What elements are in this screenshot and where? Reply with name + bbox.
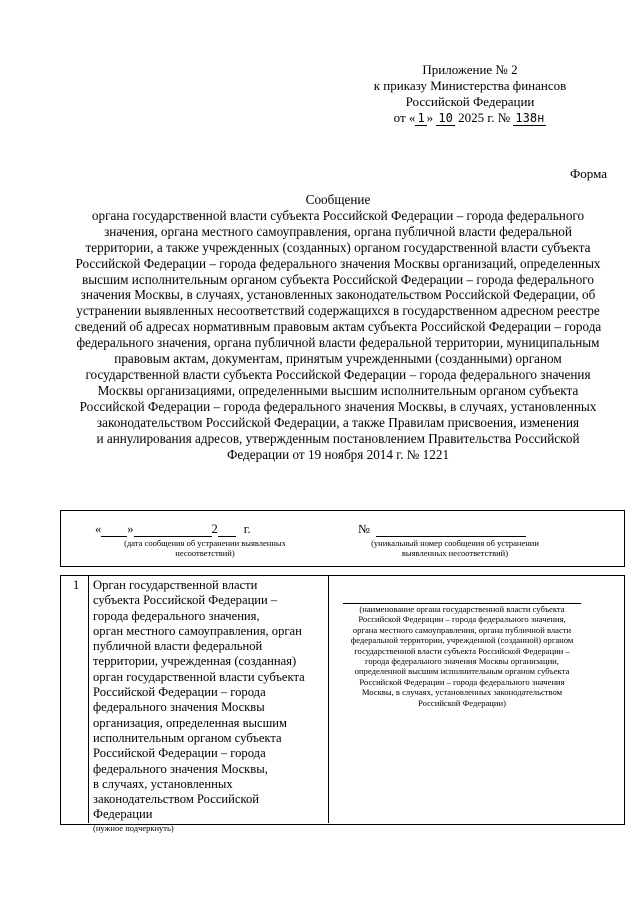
appendix-line-1: Приложение № 2 (422, 62, 518, 77)
date-caption-line-1: (дата сообщения об устранении выявленных (124, 538, 286, 548)
row-number: 1 (73, 578, 80, 592)
number-blank[interactable] (376, 523, 526, 537)
title-line: правовым актам, документам, принятым учрежденными (созданными) органом (114, 351, 562, 367)
number-sign: № (358, 522, 370, 536)
year-digit: 2 (211, 522, 218, 536)
title-line: и аннулирования адресов, утвержденным постановлением Правительства Российской (96, 430, 580, 446)
org-line: исполнительным органом субъекта (93, 730, 282, 745)
caption-line: (наименование органа государственной власти субъекта (359, 604, 565, 614)
org-line: Российской Федерации – города (93, 746, 266, 761)
month-blank[interactable] (134, 523, 212, 537)
handwritten-number: 138н (515, 111, 545, 125)
title-line: государственной власти субъекта Российской Федерации – города федерального значения (85, 366, 591, 382)
org-line: в случаях, установленных (93, 776, 233, 791)
title-line: Российской Федерации – города федерального значения Москвы, в случаях, установленных (79, 398, 597, 414)
message-date-field[interactable] (95, 522, 315, 558)
caption-line: Российской Федерации) (418, 697, 506, 708)
number-caption-line-2: выявленных несоответствий) (401, 548, 509, 558)
year-suffix: г. (243, 522, 251, 536)
org-line: территории, учрежденная (созданная) (93, 654, 297, 669)
title-line: значения Москвы, в случаях, установленных законодательством Российской Федерации, об (80, 287, 596, 303)
caption-line: города федерального значения Москвы организации, (365, 656, 559, 667)
number-caption-line-1: (уникальный номер сообщения об устранении (371, 538, 539, 548)
title-line: федерального значения, органа публичной власти федеральной территории, муниципальным (76, 335, 600, 351)
year-blank[interactable] (218, 523, 236, 537)
title-line: органа государственной власти субъекта Российской Федерации – города федерального (91, 207, 585, 223)
day-blank[interactable] (101, 523, 127, 537)
caption-line: Российской Федерации – города федерального значения (359, 676, 565, 687)
org-line: федерального значения Москвы, (93, 761, 268, 776)
form-label: Форма (570, 166, 607, 181)
caption-line: государственной власти субъекта Российской Федерации – (354, 645, 570, 656)
caption-line: определенной высшим исполнительным органом субъекта (354, 666, 570, 677)
title-line: значения, органа местного самоуправления, органа публичной власти федеральной (104, 223, 572, 239)
org-line: публичной власти федеральной (93, 639, 263, 654)
appendix-line-3: Российской Федерации (405, 94, 535, 109)
caption-line: федеральной территории, учрежденной (созданной) органом (350, 635, 574, 646)
title-heading: Сообщение (305, 192, 371, 207)
handwritten-month: 10 (438, 111, 453, 125)
org-line: законодательством Российской (93, 792, 259, 807)
org-line: Российской Федерации – города (93, 685, 266, 700)
appendix-block (350, 62, 590, 126)
appendix-line-2: к приказу Министерства финансов (373, 78, 567, 93)
caption-line: Российской Федерации – города федерального значения, (358, 614, 566, 625)
date-line (95, 522, 315, 537)
org-line: организация, определенная высшим (93, 715, 288, 730)
caption-line: органа местного самоуправления, органа публичной власти (352, 624, 572, 635)
org-line: города федерального значения, (93, 608, 260, 623)
title-line: Федерации от 19 ноября 2014 г. № 1221 (226, 446, 450, 462)
title-line: устранении выявленных несоответствий содержащихся в государственном адресном реестре (76, 303, 600, 319)
date-open-quote: « (95, 522, 102, 536)
date-prefix: от « (393, 110, 416, 125)
date-mid: » (426, 110, 434, 125)
row-org-label (93, 578, 331, 833)
org-line: орган местного самоуправления, орган (93, 623, 302, 638)
number-line (340, 522, 570, 537)
title-line: законодательством Российской Федерации, а также Правилам присвоения, изменения (96, 414, 580, 430)
date-year: 2025 г. № (458, 110, 511, 125)
title-line: Российской Федерации – города федерального значения Москвы организаций, определенных (75, 255, 601, 271)
org-name-caption (336, 604, 588, 708)
handwritten-day: 1 (417, 111, 425, 125)
title-line: территории, а также учрежденных (созданных) органом государственной власти субъекта (85, 239, 591, 255)
org-line: орган государственной власти субъекта (93, 669, 305, 684)
title-line: сведений об адресах нормативным правовым актам субъекта Российской Федерации – города (74, 319, 602, 335)
message-number-field[interactable] (340, 522, 570, 558)
title-line: высшим исполнительным органом субъекта Российской Федерации – города федерального (82, 271, 594, 287)
date-caption-line-2: несоответствий) (175, 548, 235, 558)
table-col-number (60, 575, 89, 823)
org-line: Федерации (93, 807, 153, 822)
org-line: федерального значения Москвы (93, 700, 265, 715)
number-caption (340, 538, 570, 558)
appendix-date-line (350, 110, 590, 126)
date-close-quote: » (127, 522, 134, 536)
org-line: субъекта Российской Федерации – (93, 593, 278, 608)
date-caption (95, 538, 315, 558)
caption-line: Москвы, в случаях, установленных законодательством (361, 687, 563, 698)
document-title (58, 192, 618, 462)
org-note: (нужное подчеркнуть) (93, 822, 174, 833)
title-line: Москвы организациями, определенными высшим исполнительным органом субъекта (97, 382, 579, 398)
org-line: Орган государственной власти (93, 578, 258, 592)
